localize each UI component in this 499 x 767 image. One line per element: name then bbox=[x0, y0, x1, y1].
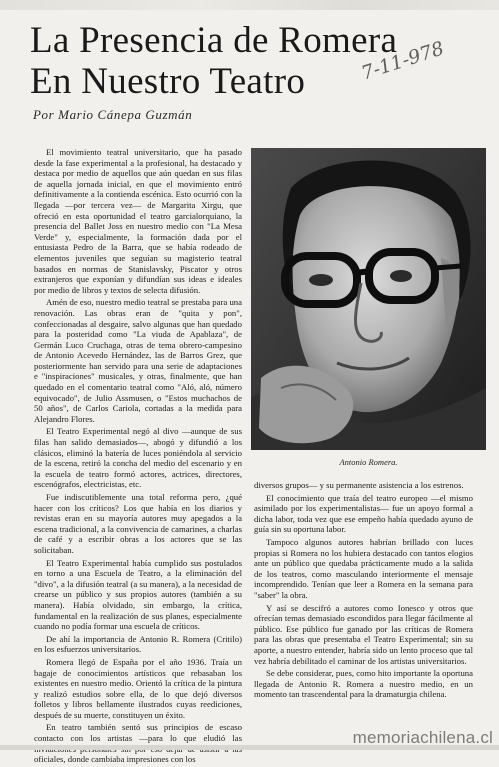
paragraph: Amén de eso, nuestro medio teatral se prestaba para una renovación. Las obras eran de "quita y pon", confeccionadas al desgaire, salvo algunas que han quedado para la posteridad como "La viuda de Apablaza", de Germán Luco Cruchaga, otras de tema obrero-campesino de Antonio Acevedo Hernández, las de Barros Grez, que posteriormente han servido para una serie de adaptaciones e "inspiraciones" musicales, y otras, finalmente, que han quedado en el comentario teatral como "Aló, aló, número equivocado", de Julio Assmusen, o "Estos muchachos de 50 años", de Carlos Cariola, cortadas a la medida para Alejandro Flores. bbox=[34, 297, 242, 424]
paragraph: En teatro también sentó sus principios de escaso contacto con los artistas —para lo que eludió las oficiales, donde cambiaba impresiones con los bbox=[34, 722, 242, 765]
paragraph: Se debe considerar, pues, como hito importante la oportuna llegada de Antonio R. Romera a nuestro medio, en un momento tan trascendental para la dramaturgia chilena. bbox=[254, 668, 473, 700]
left-column bbox=[34, 147, 242, 767]
watermark: memoriachilena.cl bbox=[352, 728, 493, 747]
right-column bbox=[254, 480, 473, 702]
paragraph: Y así se descifró a autores como Ionesco y otros que ofrecían temas demasiado escondidos para llegar fácilmente al público. Ese público fue ganado por las críticas de Romera para las obras que presentaba el Teatro Experimental; sin su aporte, a nuestro entender, habría sido un lento proceso que tal vez habría debilitado el caminar de los artistas universitarios. bbox=[254, 602, 473, 666]
paragraph: De ahí la importancia de Antonio R. Romera (Critilo) en los esfuerzos universitarios. bbox=[34, 633, 242, 655]
paragraph: Romera llegó de España por el año 1936. Traía un bagaje de conocimientos artísticos que rebasaban los existentes en nuestro medio. Orientó la crítica de la pintura y realizó estudios sobre ella, de lo que dejó diversos folletos y libros bellamente ilustrados cuyas reediciones, después de su muerte, constituyen un éxito. bbox=[34, 656, 242, 720]
title-line-2: En Nuestro Teatro bbox=[30, 61, 306, 102]
paragraph: diversos grupos— y su permanente asistencia a los estrenos. bbox=[254, 480, 464, 490]
paragraph: El Teatro Experimental había cumplido sus postulados en torno a una Escuela de Teatro, a la eliminación del "divo", a la difusión teatral (a su manera), a la necesidad de crearse un público y sus propios autores (también a su manera). Había olvidado, sin embargo, la crítica, fundamental en la realización de sus planes, especialmente cuando no podía formar una escuela de críticos. bbox=[34, 557, 242, 632]
paragraph: El Teatro Experimental negó al divo —aunque de sus filas han salido demasiados—, abogó y difundió a los clásicos, eliminó la batería de luces poniéndola al servicio de la escena, retiró la concha del medio del escenario y en la escuela de teatro formó actores, actrices, directores, escenógrafos, electricistas, etc. bbox=[34, 426, 242, 490]
paragraph: Tampoco algunos autores habrían brillado con luces propias si Romera no los hubiera destacado con tantos elogios ante un público que quedaba prácticamente mudo a la salida de los teatros, como masculando interiormente el mensaje incomprendido. Tenían que leer a Romera en la semana para "saber" la obra. bbox=[254, 536, 473, 600]
byline: Por Mario Cánepa Guzmán bbox=[33, 107, 193, 122]
photo-caption: Antonio Romera. bbox=[339, 457, 398, 467]
portrait-photo bbox=[251, 148, 486, 450]
article-title bbox=[30, 20, 410, 102]
paragraph: El conocimiento que traía del teatro europeo —el mismo asimilado por los experimentalistas— fue un apoyo formal a dicha labor, toda vez que ese empeño había quedado ayuno de guía sin su oportuna labor. bbox=[254, 492, 473, 535]
page-top-edge bbox=[0, 0, 499, 10]
title-line-1: La Presencia de Romera bbox=[30, 20, 398, 61]
paragraph: El movimiento teatral universitario, que ha pasado desde la fase experimental a la profesional, ha destacado y destaca por medio de aquellos que aún quedan en sus filas de aquella jornada inicial, en que el movimiento entró definitivamente a la contienda escénica. Esto ocurrió con la llegada —por tercera vez— de Margarita Xirgu, que ofreció en esta oportunidad el teatro garcialorquiano, la presencia del Ballet Joss en nuestro medio con "La Mesa Verde" y, especialmente, la formación dada por el entusiasta Pedro de la Barra, que se había rodeado de elementos juveniles que seguían su magisterio teatral basados en normas de Stanislavsky, Piscator y otros extranjeros que exponían y difundían sus ideas e ideales por medio de libros y textos de selecta difusión. bbox=[34, 147, 242, 295]
portrait-illustration bbox=[251, 148, 486, 450]
paragraph: Fue indiscutiblemente una total reforma pero, ¿qué hacer con los críticos? Los que había en los diarios y revistas eran en su mayoría autores muy apegados a la escena tradicional, a la convivencia de camarines, a charlas de café y a escribir obras a los actores que se las solicitaban. bbox=[34, 492, 242, 555]
handwritten-note: 7-11-978 bbox=[358, 37, 447, 85]
